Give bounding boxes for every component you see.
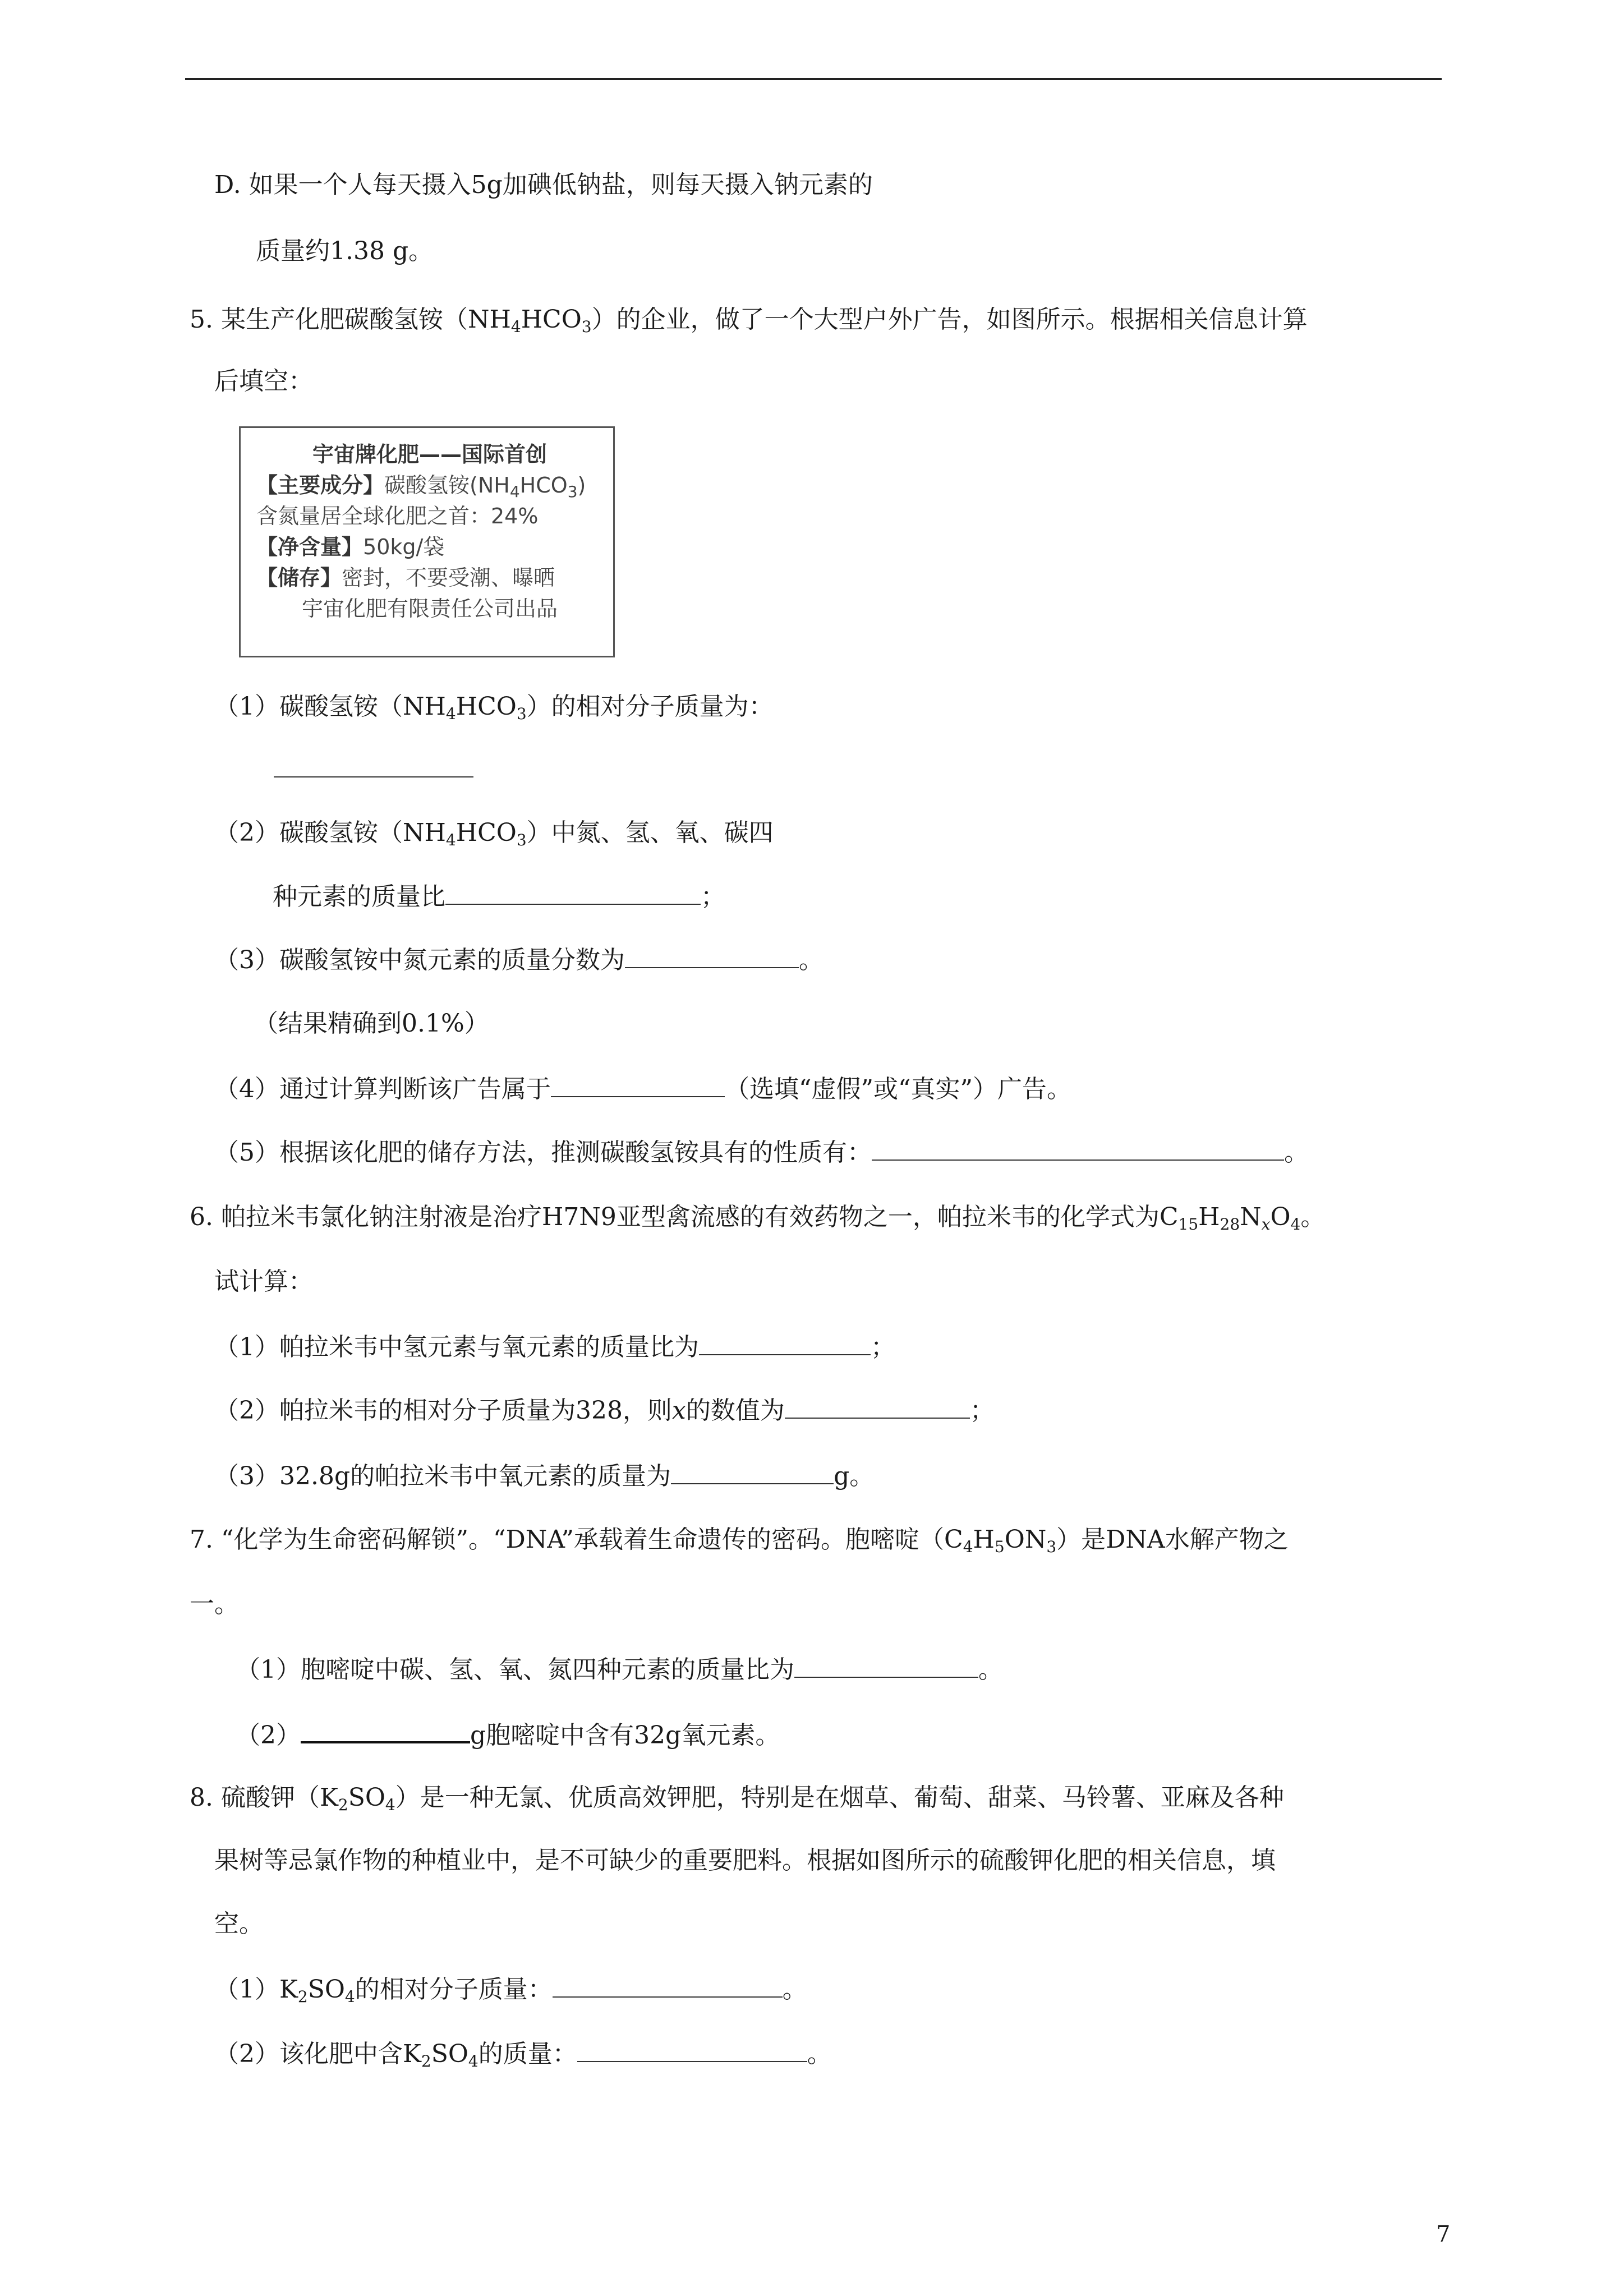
q7-part1-text: （1）胞嘧啶中碳、氢、氧、氮四种元素的质量比为 [236,1655,794,1684]
page-number: 7 [1436,2221,1451,2247]
q6-part1-answer-blank[interactable] [699,1329,871,1355]
q5-sub: 4 [445,831,456,849]
q7-sub: 4 [963,1538,973,1556]
q8-part1 [214,1972,807,2007]
q5-sub: 3 [581,318,592,336]
q6-el: O [1270,1203,1291,1231]
q5-part2-line2 [273,879,725,914]
q5-stem [190,303,1308,337]
q6-stem [190,1200,1325,1234]
q8-sub: 4 [468,2052,479,2070]
q7-part1 [236,1652,1003,1687]
q6-part2-answer-blank[interactable] [785,1393,970,1419]
q6-part1 [214,1329,895,1364]
q7-part2 [236,1717,780,1752]
q6-part3-text: （3）32.8g的帕拉米韦中氧元素的质量为 [214,1462,671,1490]
q5-part2-text: 种元素的质量比 [273,882,445,911]
q7-line2: 一。 [190,1590,239,1618]
ad-line-company: 宇宙化肥有限责任公司出品 [301,596,558,621]
q8-part2 [214,2036,832,2071]
q5-part1-a: （1）碳酸氢铵（NH [214,692,446,721]
q8-el: SO [307,1975,345,2004]
q6-number: 6. [190,1203,213,1231]
q6-part2 [214,1393,995,1428]
q5-part2 [214,816,774,850]
q5-stem-c: ）的企业，做了一个大型户外广告，如图所示。根据相关信息计算 [591,305,1308,334]
q5-part4-answer-blank[interactable] [551,1071,725,1097]
q8-sub: 4 [385,1796,395,1814]
q8-part1-a: （1）K [214,1975,298,2004]
q5-part1-answer-blank[interactable] [274,752,473,786]
q8-part1-end: 。 [782,1975,807,2004]
q5-part5-end: 。 [1284,1138,1309,1167]
q6-part2-a: （2）帕拉米韦的相对分子质量为328，则 [214,1396,672,1425]
ad-title: 宇宙牌化肥——国际首创 [312,442,547,467]
q7-part1-answer-blank[interactable] [794,1652,978,1678]
q8-line3: 空。 [214,1910,264,1938]
q7-el: ON [1004,1525,1047,1554]
q5-part5 [214,1135,1309,1170]
q5-part2-answer-blank[interactable] [445,879,701,905]
q5-number: 5. [190,305,213,334]
q5-part3-end: 。 [799,946,823,974]
q8-number: 8. [190,1783,213,1812]
q7-number: 7. [190,1525,213,1554]
q7-stem-a: “化学为生命密码解锁”。“DNA”承载着生命遗传的密码。胞嘧啶（C [220,1525,963,1554]
ad-label: 【储存】 [256,565,342,590]
q6-part1-end: ； [871,1333,895,1361]
q6-sub: 4 [1290,1215,1301,1234]
q7-sub: 5 [994,1538,1005,1556]
ad-text: ) [577,473,586,498]
q8-stem [190,1781,1284,1815]
q5-part1 [214,690,774,724]
q5-sub: 4 [445,705,456,723]
q8-part1-b: 的相对分子质量： [355,1975,553,2004]
q5-part5-answer-blank[interactable] [872,1135,1284,1161]
q5-part1-b: HCO [456,692,517,721]
q6-part2-b: 的数值为 [686,1396,785,1425]
option-d-line1: D. 如果一个人每天摄入5g加碘低钠盐，则每天摄入钠元素的 [214,171,873,199]
ad-line-ingredient [256,470,603,501]
q6-line2: 试计算： [214,1267,313,1296]
q8-line2: 果树等忌氯作物的种植业中，是不可缺少的重要肥料。根据如图所示的硫酸钾化肥的相关信息，填 [214,1846,1276,1875]
q5-part4-text: （4）通过计算判断该广告属于 [214,1075,551,1103]
q7-part2-b: g胞嘧啶中含有32g氧元素。 [470,1721,780,1750]
q7-part2-answer-blank[interactable] [301,1717,470,1743]
q8-el: SO [431,2040,468,2068]
header-rule [185,78,1442,80]
q5-part2-b: HCO [456,818,517,847]
ad-line-nitrogen: 含氮量居全球化肥之首：24% [256,504,539,528]
q5-part5-text: （5）根据该化肥的储存方法，推测碳酸氢铵具有的性质有： [214,1138,872,1167]
q8-part2-a: （2）该化肥中含K [214,2040,421,2068]
q8-el: SO [348,1783,385,1812]
q7-part1-end: 。 [978,1655,1003,1684]
q8-sub: 2 [421,2052,431,2070]
q5-part2-c: ）中氮、氢、氧、碳四 [526,818,774,847]
q5-part1-c: ）的相对分子质量为： [526,692,774,721]
q7-sub: 3 [1046,1538,1057,1556]
option-d-line2: 质量约1.38 g。 [256,237,434,265]
q5-stem-a: 某生产化肥碳酸氢铵（NH [220,305,511,334]
q5-part3-note: （结果精确到0.1%） [254,1009,489,1038]
ad-text: 50kg/袋 [363,535,445,559]
q7-el: H [973,1525,995,1554]
q5-sub: 4 [510,318,521,336]
q5-part4-end: （选填“虚假”或“真实”）广告。 [725,1075,1071,1103]
q8-stem-b: ）是一种无氯、优质高效钾肥，特别是在烟草、葡萄、甜菜、马铃薯、亚麻及各种 [395,1783,1284,1812]
ad-label: 【主要成分】 [256,473,385,498]
q8-part2-b: 的质量： [478,2040,577,2068]
q8-part2-answer-blank[interactable] [577,2036,807,2062]
q6-part3 [214,1458,874,1493]
q6-x: x [1261,1215,1271,1234]
q6-el: H [1198,1203,1220,1231]
q7-part2-a: （2） [236,1721,301,1750]
q7-stem [190,1523,1289,1557]
ad-text: HCO [519,473,568,498]
q6-sub: 28 [1220,1215,1240,1234]
q8-sub: 4 [344,1987,355,2006]
q6-part3-end: g。 [834,1462,875,1490]
ad-text: 碳酸氢铵(NH [384,473,510,498]
q5-stem-b: HCO [521,305,582,334]
q8-sub: 2 [338,1796,348,1814]
q5-part3-answer-blank[interactable] [625,942,799,968]
ad-sub: 4 [509,482,520,501]
q5-part4 [214,1071,1071,1106]
q6-end: 。 [1300,1203,1326,1231]
q8-part1-answer-blank[interactable] [553,1972,783,1998]
q6-sub: 15 [1178,1215,1199,1234]
ad-line-net [256,532,603,563]
ad-text: 密封，不要受潮、曝晒 [342,565,555,590]
q7-stem-b: ）是DNA水解产物之 [1056,1525,1289,1554]
q6-sub [1262,1215,1271,1234]
q6-part2-end: ； [969,1396,995,1425]
q6-stem-a: 帕拉米韦氯化钠注射液是治疗H7N9亚型禽流感的有效药物之一，帕拉米韦的化学式为C [220,1203,1179,1231]
q5-part2-a: （2）碳酸氢铵（NH [214,818,446,847]
ad-label: 【净含量】 [256,535,364,559]
q5-sub: 3 [516,831,527,849]
ad-sub: 3 [567,482,578,501]
q5-part3 [214,942,823,977]
q5-sub: 3 [516,705,527,723]
q6-part3-answer-blank[interactable] [671,1458,834,1484]
q6-x: x [671,1396,686,1425]
q5-part3-text: （3）碳酸氢铵中氮元素的质量分数为 [214,946,625,974]
q5-stem-line2: 后填空： [214,367,313,395]
fertilizer-advertisement [239,426,615,657]
q8-part2-end: 。 [807,2040,832,2068]
q8-sub: 2 [297,1987,308,2006]
q6-el: N [1240,1203,1262,1231]
q8-stem-a: 硫酸钾（K [220,1783,338,1812]
q5-part2-end: ； [701,882,725,911]
ad-line-storage [256,563,603,593]
q6-part1-text: （1）帕拉米韦中氢元素与氧元素的质量比为 [214,1333,699,1361]
